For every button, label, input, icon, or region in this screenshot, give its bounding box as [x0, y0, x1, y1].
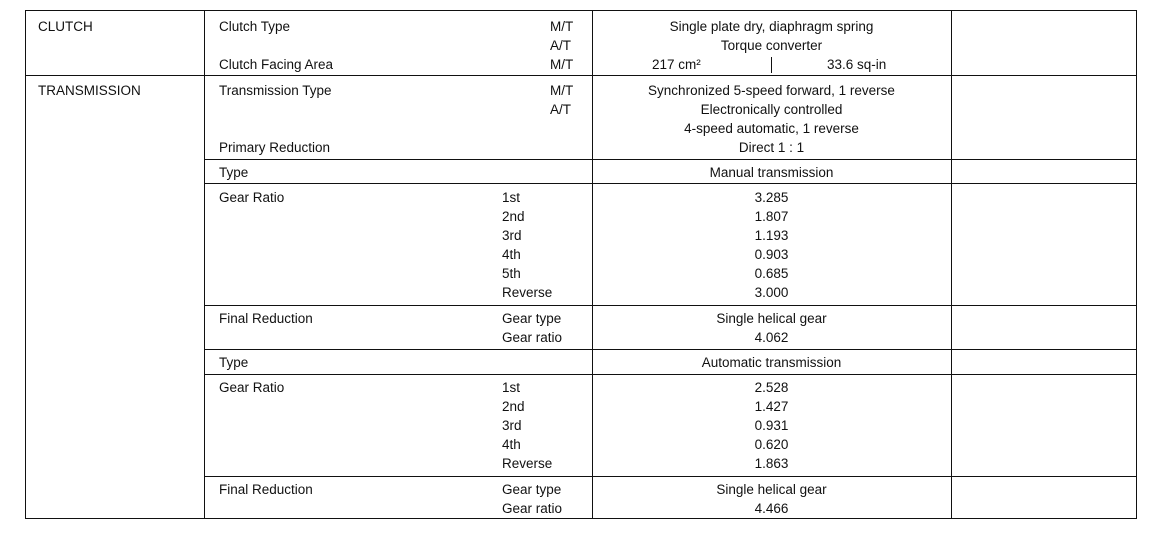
primary-reduction-value: Direct 1 : 1: [738, 140, 805, 155]
automatic-final-reduction-label: Final Reduction: [219, 482, 313, 497]
clutch-at-label: A/T: [550, 38, 572, 53]
manual-gear-ratio-value: 3.285: [754, 190, 789, 205]
manual-gear-name: 4th: [502, 247, 521, 262]
transmission-at-label: A/T: [550, 102, 572, 117]
section-divider: [204, 10, 205, 518]
manual-gear-ratio-value: 1.193: [754, 228, 789, 243]
row-divider-mt-type: [204, 183, 1137, 184]
table-border-bottom: [25, 518, 1137, 519]
manual-final-gear-ratio-label: Gear ratio: [502, 330, 563, 345]
transmission-at-type-line2: 4-speed automatic, 1 reverse: [684, 121, 859, 136]
automatic-gear-name: 4th: [502, 437, 521, 452]
clutch-facing-label: Clutch Facing Area: [219, 57, 334, 72]
automatic-type-label: Type: [219, 355, 249, 370]
automatic-type-value: Automatic transmission: [701, 355, 842, 370]
manual-gear-name: 3rd: [502, 228, 522, 243]
row-divider-clutch: [25, 75, 1137, 76]
table-border-top: [25, 10, 1137, 11]
manual-gear-name: 2nd: [502, 209, 525, 224]
manual-gear-name: 1st: [502, 190, 521, 205]
row-divider-mt-ratio: [204, 305, 1137, 306]
manual-gear-ratio-value: 3.000: [754, 285, 789, 300]
automatic-final-gear-ratio-value: 4.466: [754, 501, 789, 516]
automatic-gear-ratio-value: 2.528: [754, 380, 789, 395]
clutch-mt-type-value: Single plate dry, diaphragm spring: [669, 19, 874, 34]
manual-gear-ratio-value: 1.807: [754, 209, 789, 224]
transmission-mt-label: M/T: [550, 83, 574, 98]
manual-type-value: Manual transmission: [709, 165, 834, 180]
clutch-facing-mt-label: M/T: [550, 57, 574, 72]
facing-area-divider: [771, 57, 772, 73]
automatic-gear-ratio-value: 1.427: [754, 399, 789, 414]
clutch-at-type-value: Torque converter: [720, 38, 823, 53]
manual-gear-name: 5th: [502, 266, 521, 281]
manual-final-gear-type-value: Single helical gear: [716, 311, 827, 326]
automatic-final-gear-type-value: Single helical gear: [716, 482, 827, 497]
row-divider-at-type: [204, 374, 1137, 375]
notes-divider: [951, 10, 952, 518]
transmission-at-type-line1: Electronically controlled: [700, 102, 843, 117]
automatic-gear-name: 1st: [502, 380, 521, 395]
manual-gear-ratio-value: 0.903: [754, 247, 789, 262]
automatic-final-gear-type-label: Gear type: [502, 482, 562, 497]
automatic-gear-name: 3rd: [502, 418, 522, 433]
row-divider-mt-final: [204, 349, 1137, 350]
manual-gear-name: Reverse: [502, 285, 553, 300]
section-label-transmission: TRANSMISSION: [38, 83, 141, 98]
clutch-mt-label: M/T: [550, 19, 574, 34]
manual-type-label: Type: [219, 165, 249, 180]
automatic-gear-name: 2nd: [502, 399, 525, 414]
transmission-mt-type-value: Synchronized 5-speed forward, 1 reverse: [648, 83, 895, 98]
manual-gear-ratio-value: 0.685: [754, 266, 789, 281]
manual-final-gear-type-label: Gear type: [502, 311, 562, 326]
clutch-facing-imperial: 33.6 sq-in: [827, 57, 887, 72]
automatic-gear-ratio-value: 0.931: [754, 418, 789, 433]
manual-gear-ratio-label: Gear Ratio: [219, 190, 285, 205]
clutch-type-label: Clutch Type: [219, 19, 291, 34]
transmission-type-label: Transmission Type: [219, 83, 332, 98]
clutch-facing-metric: 217 cm²: [652, 57, 701, 72]
row-divider-primary: [204, 159, 1137, 160]
row-divider-at-ratio: [204, 476, 1137, 477]
table-border-right: [1136, 10, 1137, 518]
table-border-left: [25, 10, 26, 518]
automatic-gear-ratio-value: 0.620: [754, 437, 789, 452]
automatic-gear-ratio-value: 1.863: [754, 456, 789, 471]
automatic-final-gear-ratio-label: Gear ratio: [502, 501, 563, 516]
automatic-gear-ratio-label: Gear Ratio: [219, 380, 285, 395]
manual-final-reduction-label: Final Reduction: [219, 311, 313, 326]
automatic-gear-name: Reverse: [502, 456, 553, 471]
section-label-clutch: CLUTCH: [38, 19, 93, 34]
primary-reduction-label: Primary Reduction: [219, 140, 331, 155]
manual-final-gear-ratio-value: 4.062: [754, 330, 789, 345]
